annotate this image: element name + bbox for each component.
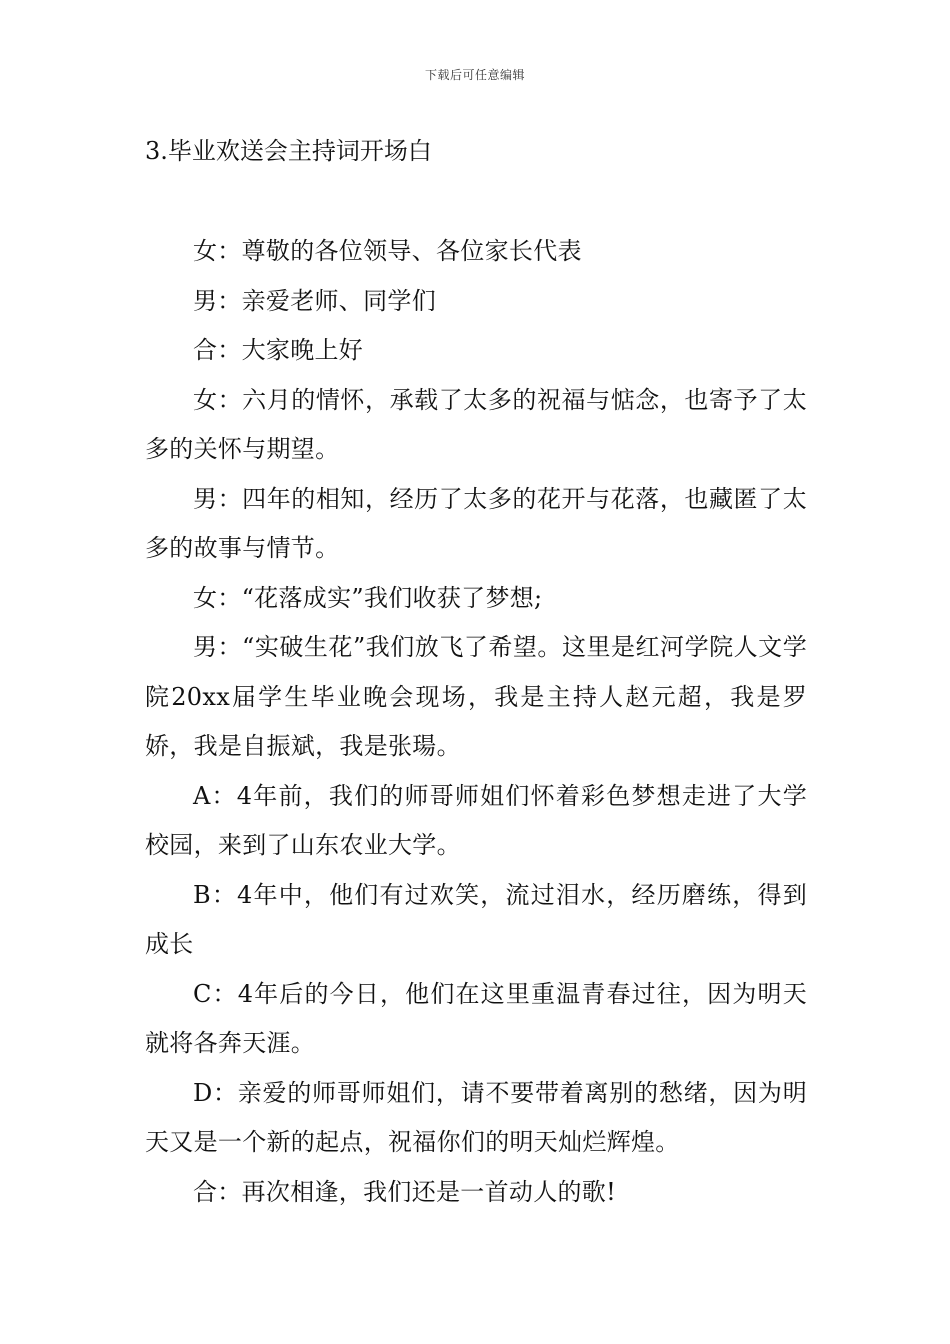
- paragraph: 女：六月的情怀，承载了太多的祝福与惦念，也寄予了太多的关怀与期望。: [145, 385, 807, 463]
- document-body: [145, 227, 807, 1217]
- paragraph: 女：尊敬的各位领导、各位家长代表: [193, 237, 582, 265]
- paragraph: D：亲爱的师哥师姐们，请不要带着离别的愁绪，因为明天又是一个新的起点，祝福你们的明天灿烂辉煌。: [145, 1078, 807, 1156]
- paragraph: 合：大家晚上好: [193, 336, 364, 364]
- paragraph: 女：“花落成实”我们收获了梦想;: [193, 583, 543, 612]
- paragraph: 男：亲爱老师、同学们: [193, 286, 436, 315]
- document-title: 3.毕业欢送会主持词开场白: [145, 137, 432, 165]
- paragraph: C：4年后的今日，他们在这里重温青春过往，因为明天就将各奔天涯。: [145, 979, 807, 1057]
- paragraph: A：4年前，我们的师哥师姐们怀着彩色梦想走进了大学校园，来到了山东农业大学。: [145, 781, 807, 859]
- paragraph: 男：“实破生花”我们放飞了希望。这里是红河学院人文学院20xx届学生毕业晚会现场，我是主持人赵元超，我是罗娇，我是自振斌，我是张瑒。: [145, 633, 807, 760]
- page-header: 下载后可任意编辑: [424, 68, 525, 82]
- paragraph: 合：再次相逢，我们还是一首动人的歌!: [193, 1177, 617, 1206]
- paragraph: B：4年中，他们有过欢笑，流过泪水，经历磨练，得到成长: [145, 880, 807, 958]
- paragraph: 男：四年的相知，经历了太多的花开与花落，也藏匿了太多的故事与情节。: [145, 484, 807, 562]
